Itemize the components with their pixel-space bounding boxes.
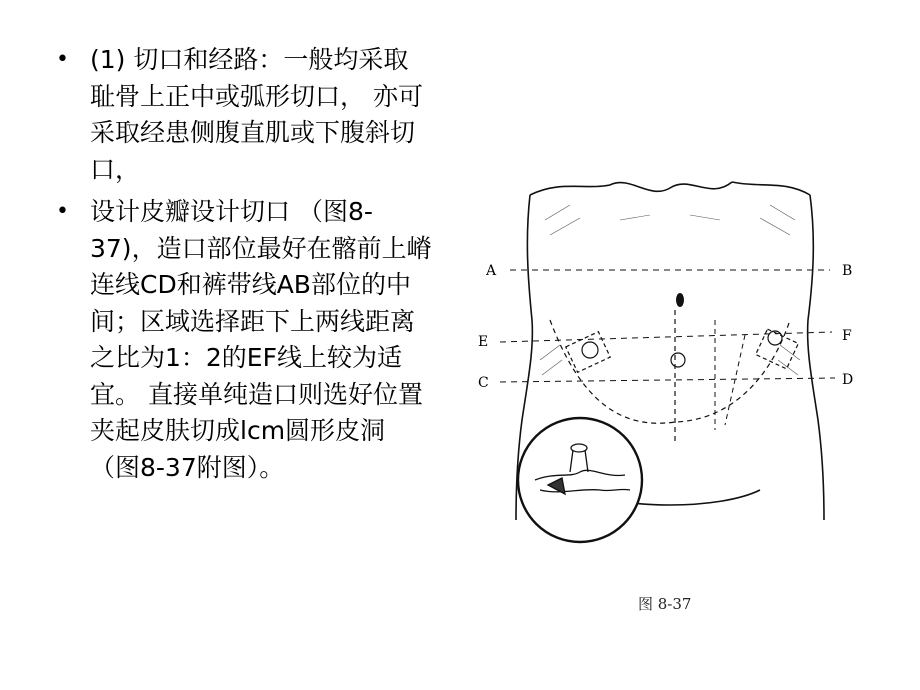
label-a: A (486, 263, 497, 279)
label-d: D (842, 372, 854, 388)
figure-caption: 图 8-37 (638, 595, 692, 613)
bullet-item-incision (52, 42, 432, 188)
label-e: E (478, 334, 489, 350)
bullet-list (52, 42, 432, 492)
label-c: C (478, 375, 489, 391)
line-cd (500, 378, 835, 382)
bullet-item-stoma-site (52, 194, 432, 486)
bullet-dot: • (56, 47, 69, 72)
bullet-text: 设计皮瓣设计切口 （图8-37)，造口部位最好在髂前上嵴连线CD和裤带线AB部位的中间；区域选择距下上两线距离之比为1：2的EF线上较为适宜。 直接单纯造口则选好位置夹起皮肤切成lcm圆形皮洞（图8-37附图）。 (90, 197, 432, 482)
label-f: F (842, 328, 852, 344)
bullet-text: (1) 切口和经路：一般均采取耻骨上正中或弧形切口， 亦可采取经患侧腹直肌或下腹斜切口， (90, 45, 423, 184)
bullet-dot: • (56, 199, 69, 224)
label-b: B (842, 263, 853, 279)
abdomen-illustration (470, 160, 870, 560)
